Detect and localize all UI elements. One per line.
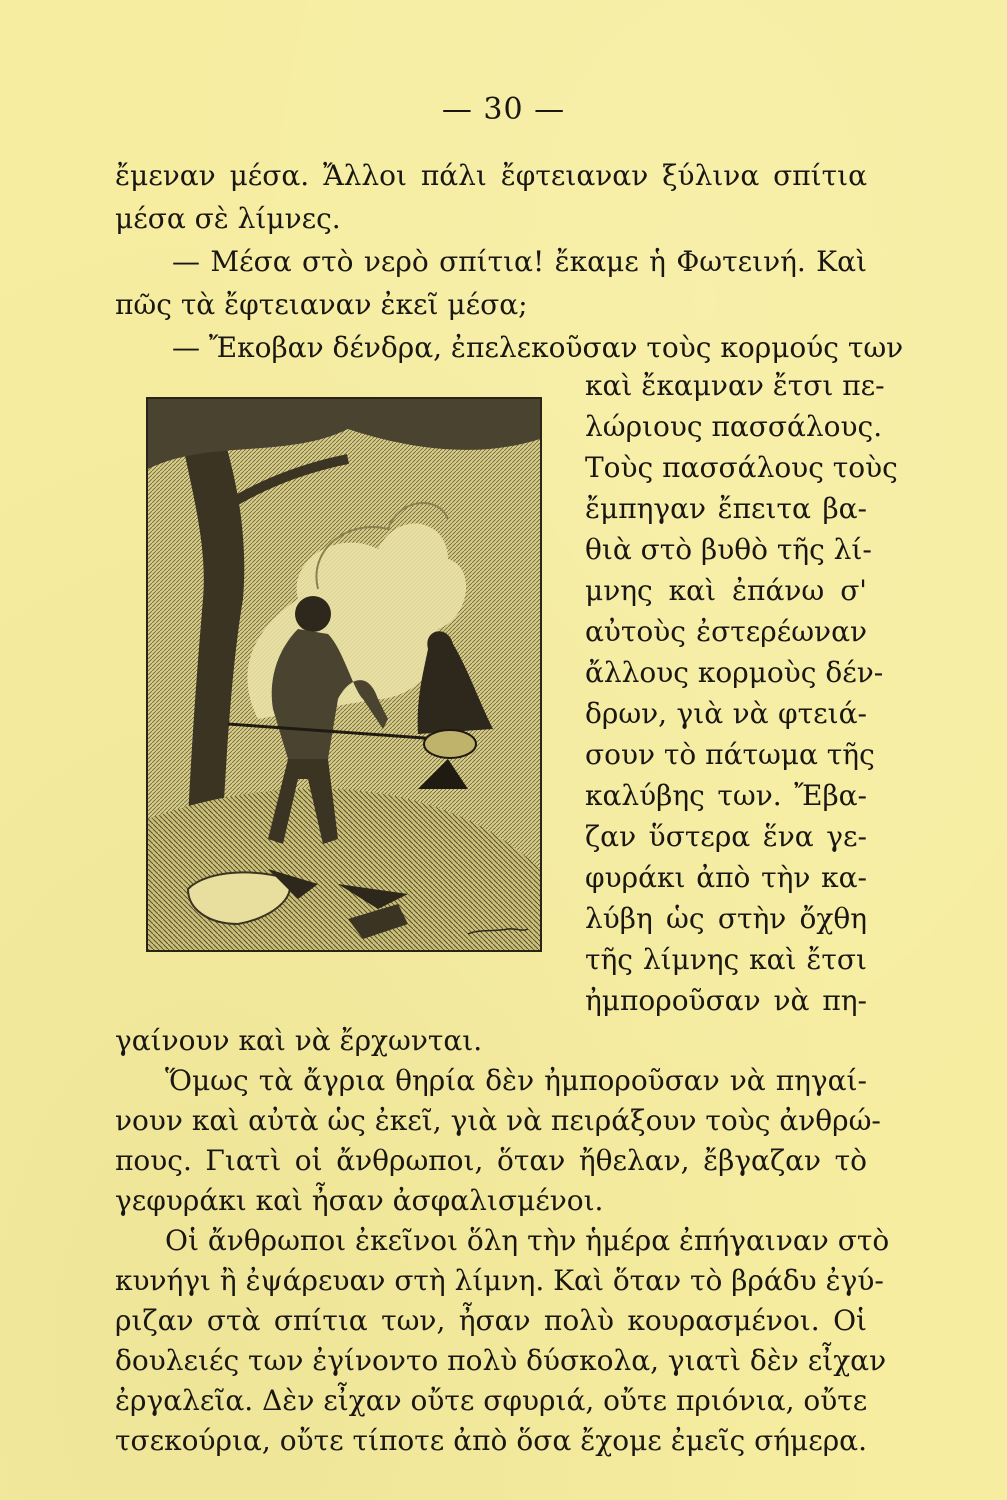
- text-line: ριζαν στὰ σπίτια των, ἦσαν πολὺ κουρασμένοι. Οἱ: [115, 1304, 867, 1337]
- text-line: λύβη ὡς στὴν ὄχθη: [585, 902, 867, 935]
- text-line: αὐτοὺς ἐστερέωναν: [585, 615, 867, 648]
- text-line: μνης καὶ ἐπάνω σ': [585, 574, 867, 607]
- text-line: καὶ ἔκαμναν ἔτσι πε-: [585, 369, 885, 402]
- text-line: λώριους πασσάλους.: [585, 410, 883, 443]
- text-line: τσεκούρια, οὔτε τίποτε ἀπὸ ὅσα ἔχομε ἐμεῖς σήμερα.: [115, 1424, 867, 1457]
- text-line: Ὅμως τὰ ἄγρια θηρία δὲν ἠμποροῦσαν νὰ πηγαί-: [165, 1064, 867, 1097]
- text-line: — Ἔκοβαν δένδρα, ἐπελεκοῦσαν τοὺς κορμούς των: [172, 331, 904, 364]
- text-line: γαίνουν καὶ νὰ ἔρχωνται.: [115, 1024, 483, 1057]
- text-line: ἔμπηγαν ἔπειτα βα-: [585, 492, 867, 525]
- text-line: φυράκι ἀπὸ τὴν κα-: [585, 861, 867, 894]
- text-line: πῶς τὰ ἔφτειαναν ἐκεῖ μέσα;: [115, 288, 528, 321]
- illustration-lake-dweller: [146, 397, 542, 952]
- page-number: — 30 —: [441, 92, 566, 127]
- text-line: ἠμποροῦσαν νὰ πη-: [585, 984, 867, 1017]
- text-line: Τοὺς πασσάλους τοὺς: [585, 451, 898, 484]
- text-line: ἐργαλεῖα. Δὲν εἶχαν οὔτε σφυριά, οὔτε πριόνια, οὔτε: [115, 1384, 868, 1417]
- text-line: καλύβης των. Ἔβα-: [585, 779, 867, 812]
- text-line: γεφυράκι καὶ ἦσαν ἀσφαλισμένοι.: [115, 1184, 604, 1217]
- text-line: σουν τὸ πάτωμα τῆς: [585, 738, 875, 771]
- text-line: Οἱ ἄνθρωποι ἐκεῖνοι ὅλη τὴν ἡμέρα ἐπήγαιναν στὸ: [165, 1224, 890, 1257]
- text-line: ἔμεναν μέσα. Ἄλλοι πάλι ἔφτειαναν ξύλινα σπίτια: [115, 159, 867, 192]
- text-line: — Μέσα στὸ νερὸ σπίτια! ἔκαμε ἡ Φωτεινή. Καὶ: [172, 245, 867, 278]
- text-line: θιὰ στὸ βυθὸ τῆς λί-: [585, 533, 872, 566]
- text-line: τῆς λίμνης καὶ ἔτσι: [585, 943, 867, 976]
- text-line: μέσα σὲ λίμνες.: [115, 202, 341, 235]
- text-line: ἄλλους κορμοὺς δέν-: [585, 656, 884, 689]
- text-line: δρων, γιὰ νὰ φτειά-: [585, 697, 867, 730]
- text-line: πους. Γιατὶ οἱ ἄνθρωποι, ὅταν ἤθελαν, ἔβγαζαν τὸ: [115, 1144, 867, 1177]
- text-line: νουν καὶ αὐτὰ ὡς ἐκεῖ, γιὰ νὰ πειράξουν τοὺς ἀνθρώ-: [115, 1104, 881, 1137]
- text-line: δουλειές των ἐγίνοντο πολὺ δύσκολα, γιατὶ δὲν εἶχαν: [115, 1344, 887, 1377]
- text-line: ζαν ὕστερα ἕνα γε-: [585, 820, 867, 853]
- text-line: κυνήγι ἢ ἐψάρευαν στὴ λίμνη. Καὶ ὅταν τὸ βράδυ ἐγύ-: [115, 1264, 884, 1297]
